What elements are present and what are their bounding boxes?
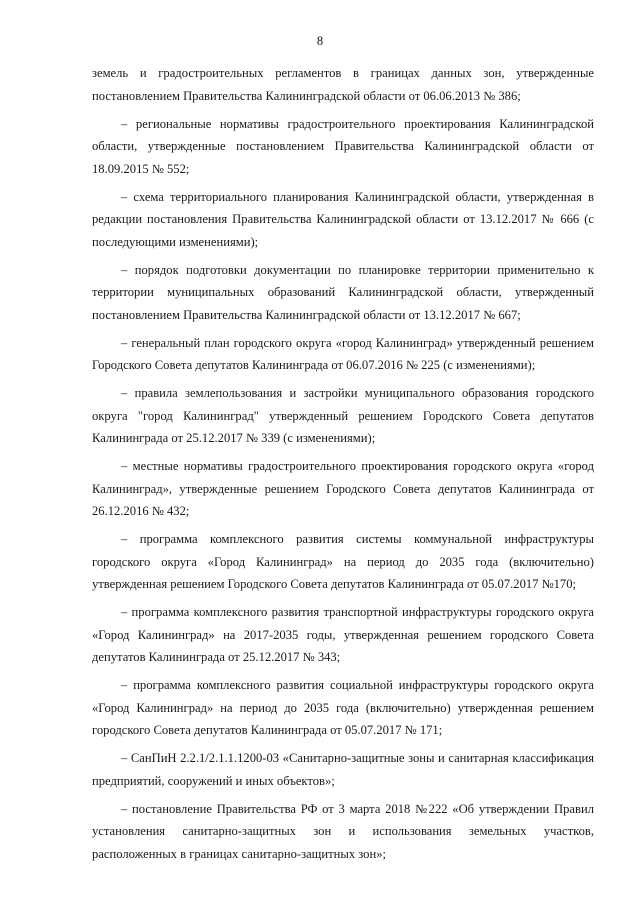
list-item: – региональные нормативы градостроительного проектирования Калининградской области, утвержденные постановлением Правительства Калининградской области от 18.09.2015 № 552; [92, 116, 594, 176]
list-item: – программа комплексного развития социальной инфраструктуры городского округа «Город Калининград» на период до 2035 года (включительно) утвержденная решением городского Совета депутатов Калининграда от 05.07.2017 № 171; [92, 678, 594, 737]
list-item: – местные нормативы градостроительного проектирования городского округа «город Калининград», утвержденные решением Городского Совета депутатов Калининграда от 26.12.2016 № 432; [92, 459, 594, 518]
list-item: – программа комплексного развития транспортной инфраструктуры городского округа «Город Калининград» на 2017-2035 годы, утвержденная решением городского Совета депутатов Калининграда от 25.12.2017 № 343; [92, 605, 594, 664]
paragraph-continuation: земель и градостроительных регламентов в границах данных зон, утвержденные постановлением Правительства Калининградской области от 06.06.2013 № 386; [92, 66, 594, 103]
list-item: – схема территориального планирования Калининградской области, утвержденная в редакции постановления Правительства Калининградской области от 13.12.2017 № 666 (с последующими изменениями); [92, 189, 594, 249]
list-item: – программа комплексного развития системы коммунальной инфраструктуры городского округа «Город Калининград» на период до 2035 года (включительно) утвержденная решением Городского Совета депутатов Калининграда от 05.07.2017 №170; [92, 532, 594, 591]
list-item: – постановление Правительства РФ от 3 марта 2018 №222 «Об утверждении Правил установления санитарно-защитных зон и использования земельных участков, расположенных в границах санитарно-защитных зон»; [92, 801, 594, 861]
list-item: – порядок подготовки документации по планировке территории применительно к территории муниципальных образований Калининградской области, утвержденный постановлением Правительства Калининградской области от 13.12.2017 № 667; [92, 262, 594, 322]
document-body [92, 62, 594, 865]
list-item: – СанПиН 2.2.1/2.1.1.1200-03 «Санитарно-защитные зоны и санитарная классификация предприятий, сооружений и иных объектов»; [92, 751, 594, 788]
list-item: – генеральный план городского округа «город Калининград» утвержденный решением Городского Совета депутатов Калининграда от 06.07.2016 № 225 (с изменениями); [92, 335, 594, 372]
list-item: – правила землепользования и застройки муниципального образования городского округа "город Калининград" утвержденный решением Городского Совета депутатов Калининграда от 25.12.2017 № 339 (с изменениями); [92, 386, 594, 445]
page-number: 8 [316, 34, 324, 48]
